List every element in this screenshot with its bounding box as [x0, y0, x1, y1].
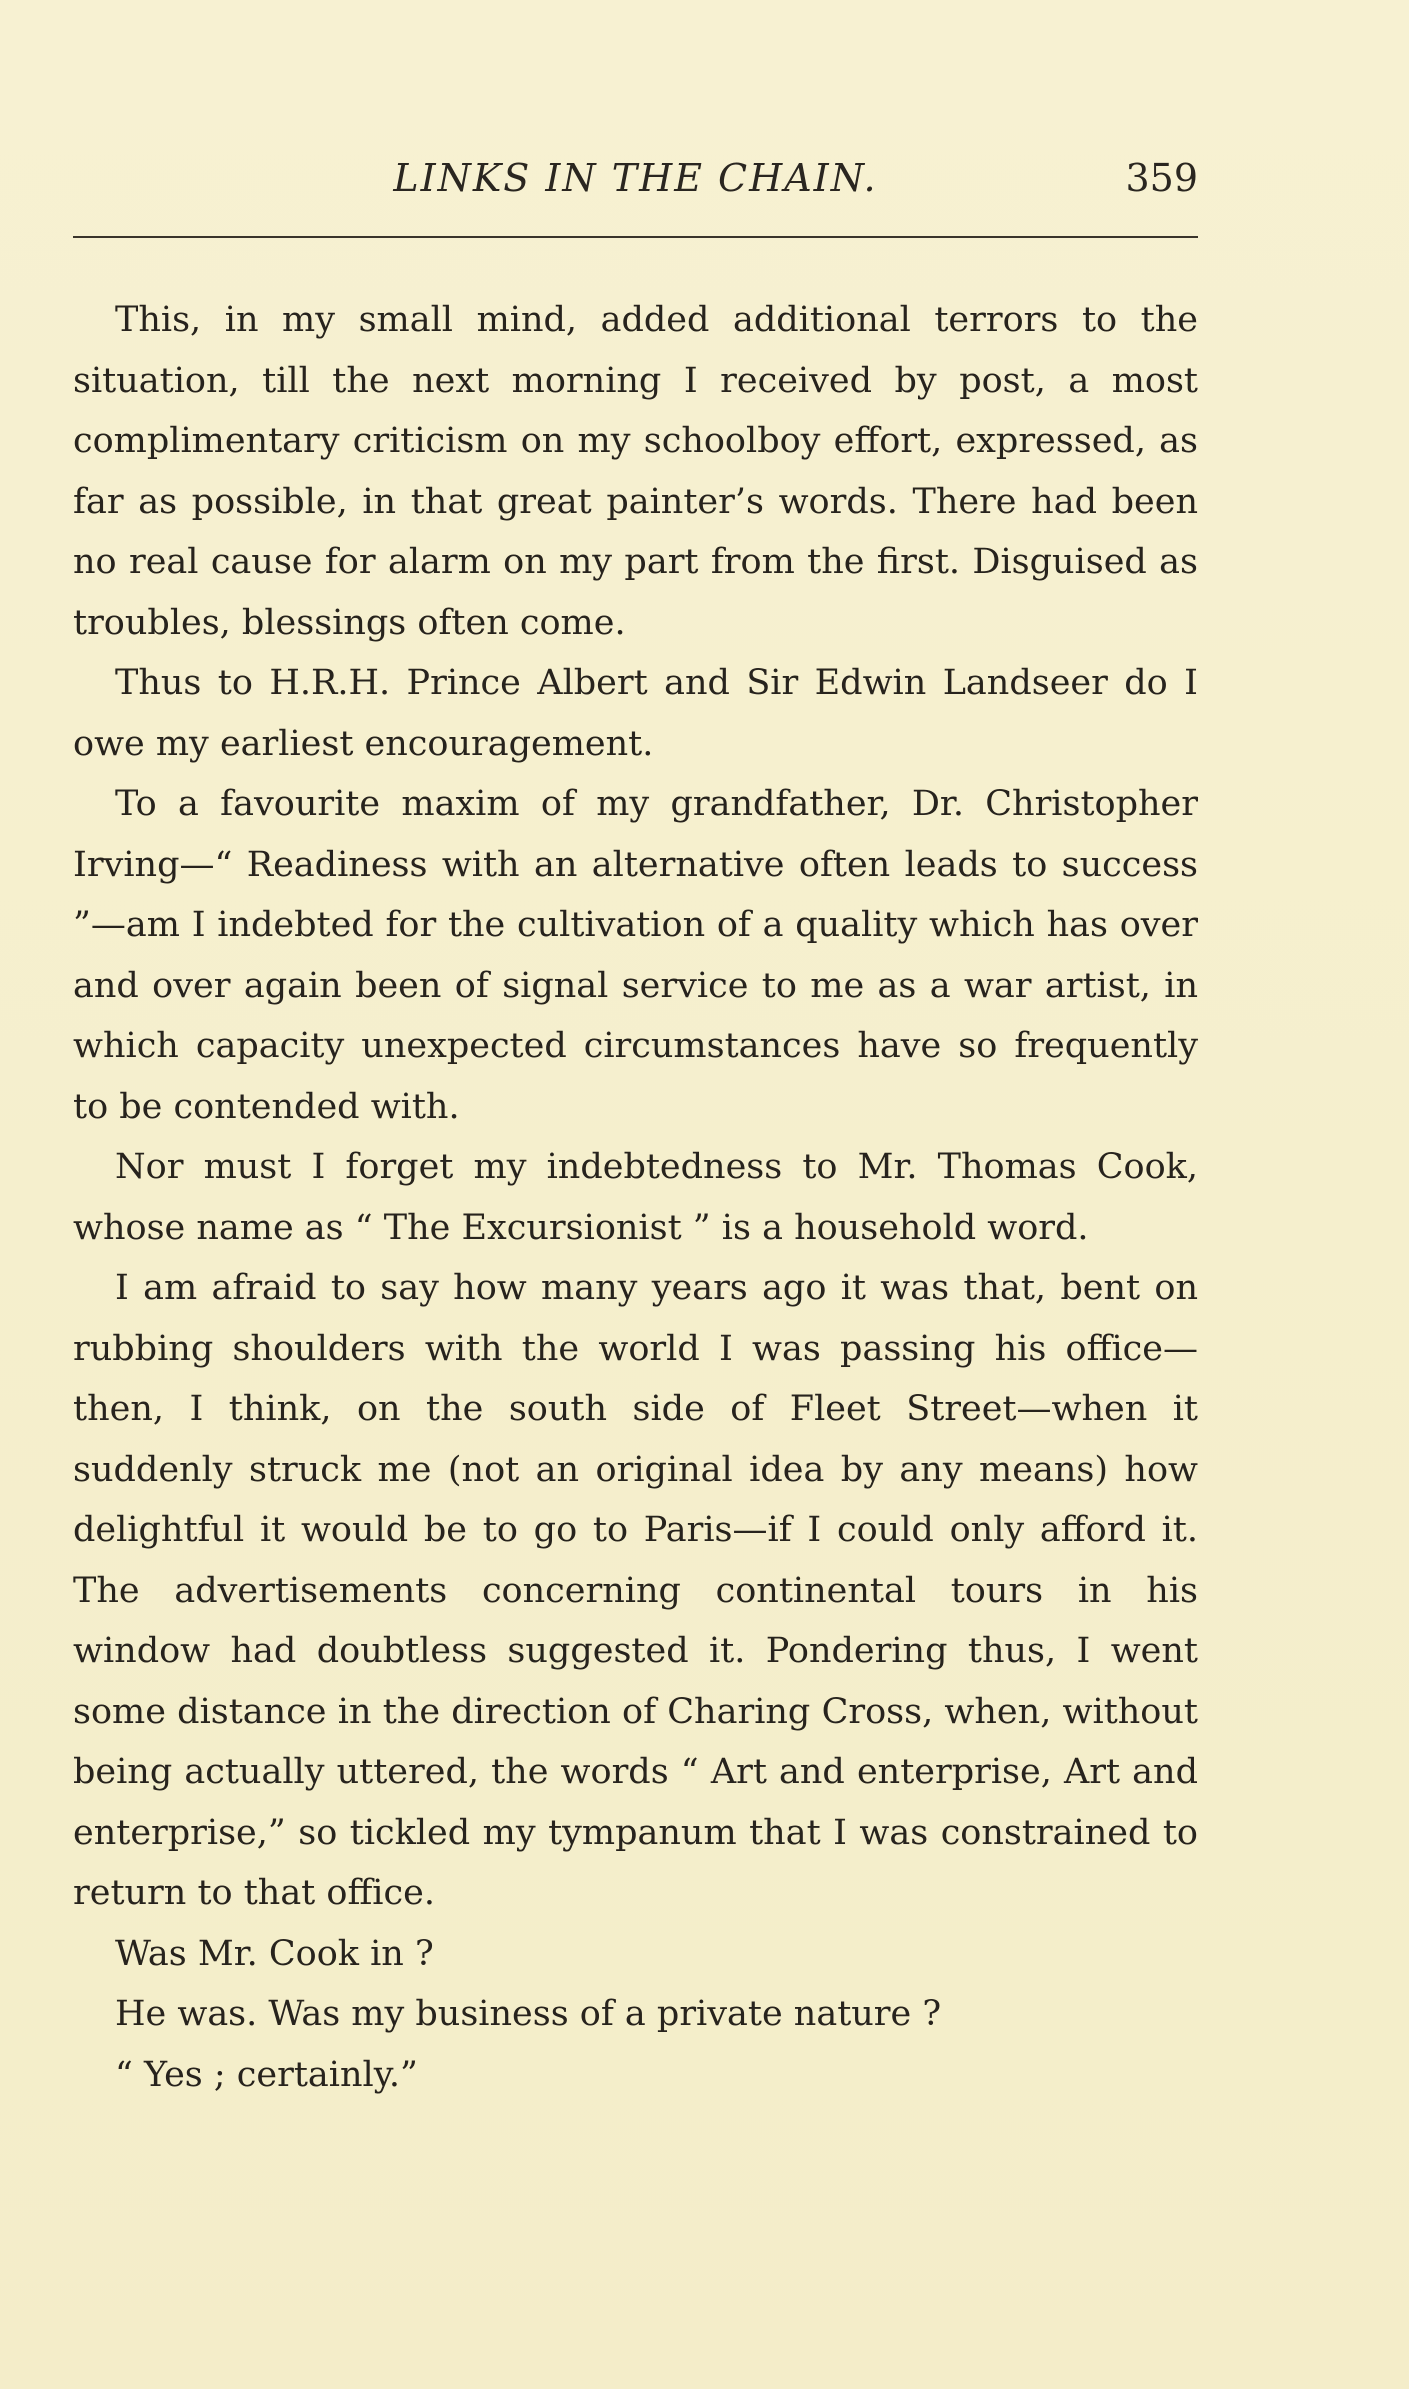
paragraph: Was Mr. Cook in ?: [115, 1933, 434, 1974]
body-text: [73, 290, 1198, 2105]
paragraph: This, in my small mind, added additional terrors to the situation, till the next morning I received by post, a most complimentary criticism on my schoolboy effort, expressed, as far as possible, in that great painter’s words. There had been no real cause for alarm on my part from the first. Disguised as troubles, blessings often come.: [73, 300, 1198, 643]
paragraph: Nor must I forget my indebtedness to Mr. Thomas Cook, whose name as “ The Excursionist ” is a household word.: [73, 1147, 1198, 1248]
page-number: 359: [1125, 156, 1198, 200]
paragraph: He was. Was my business of a private nature ?: [115, 1994, 942, 2034]
paragraph: To a favourite maxim of my grandfather, Dr. Christopher Irving—“ Readiness with an alternative often leads to success ”—am I indebted for the cultivation of a quality which has over and over again been of signal service to me as a war artist, in which capacity unexpected circumstances have so frequently to be contended with.: [73, 784, 1198, 1127]
paragraph: Thus to H.R.H. Prince Albert and Sir Edwin Landseer do I owe my earliest encouragement.: [73, 663, 1198, 764]
paragraph: “ Yes ; certainly.”: [115, 2054, 418, 2095]
paragraph: I am afraid to say how many years ago it was that, bent on rubbing shoulders with the world I was passing his office—then, I think, on the south side of Fleet Street—when it suddenly struck me (not an original idea by any means) how delightful it would be to go to Paris—if I could only afford it. The advertisements concerning continental tours in his window had doubtless suggested it. Pondering thus, I went some distance in the direction of Charing Cross, when, without being actually uttered, the words “ Art and enterprise, Art and enterprise,” so tickled my tympanum that I was constrained to return to that office.: [73, 1268, 1198, 1913]
running-title: LINKS IN THE CHAIN.: [393, 156, 878, 200]
header-rule: [73, 236, 1198, 238]
running-head: [73, 148, 1198, 208]
